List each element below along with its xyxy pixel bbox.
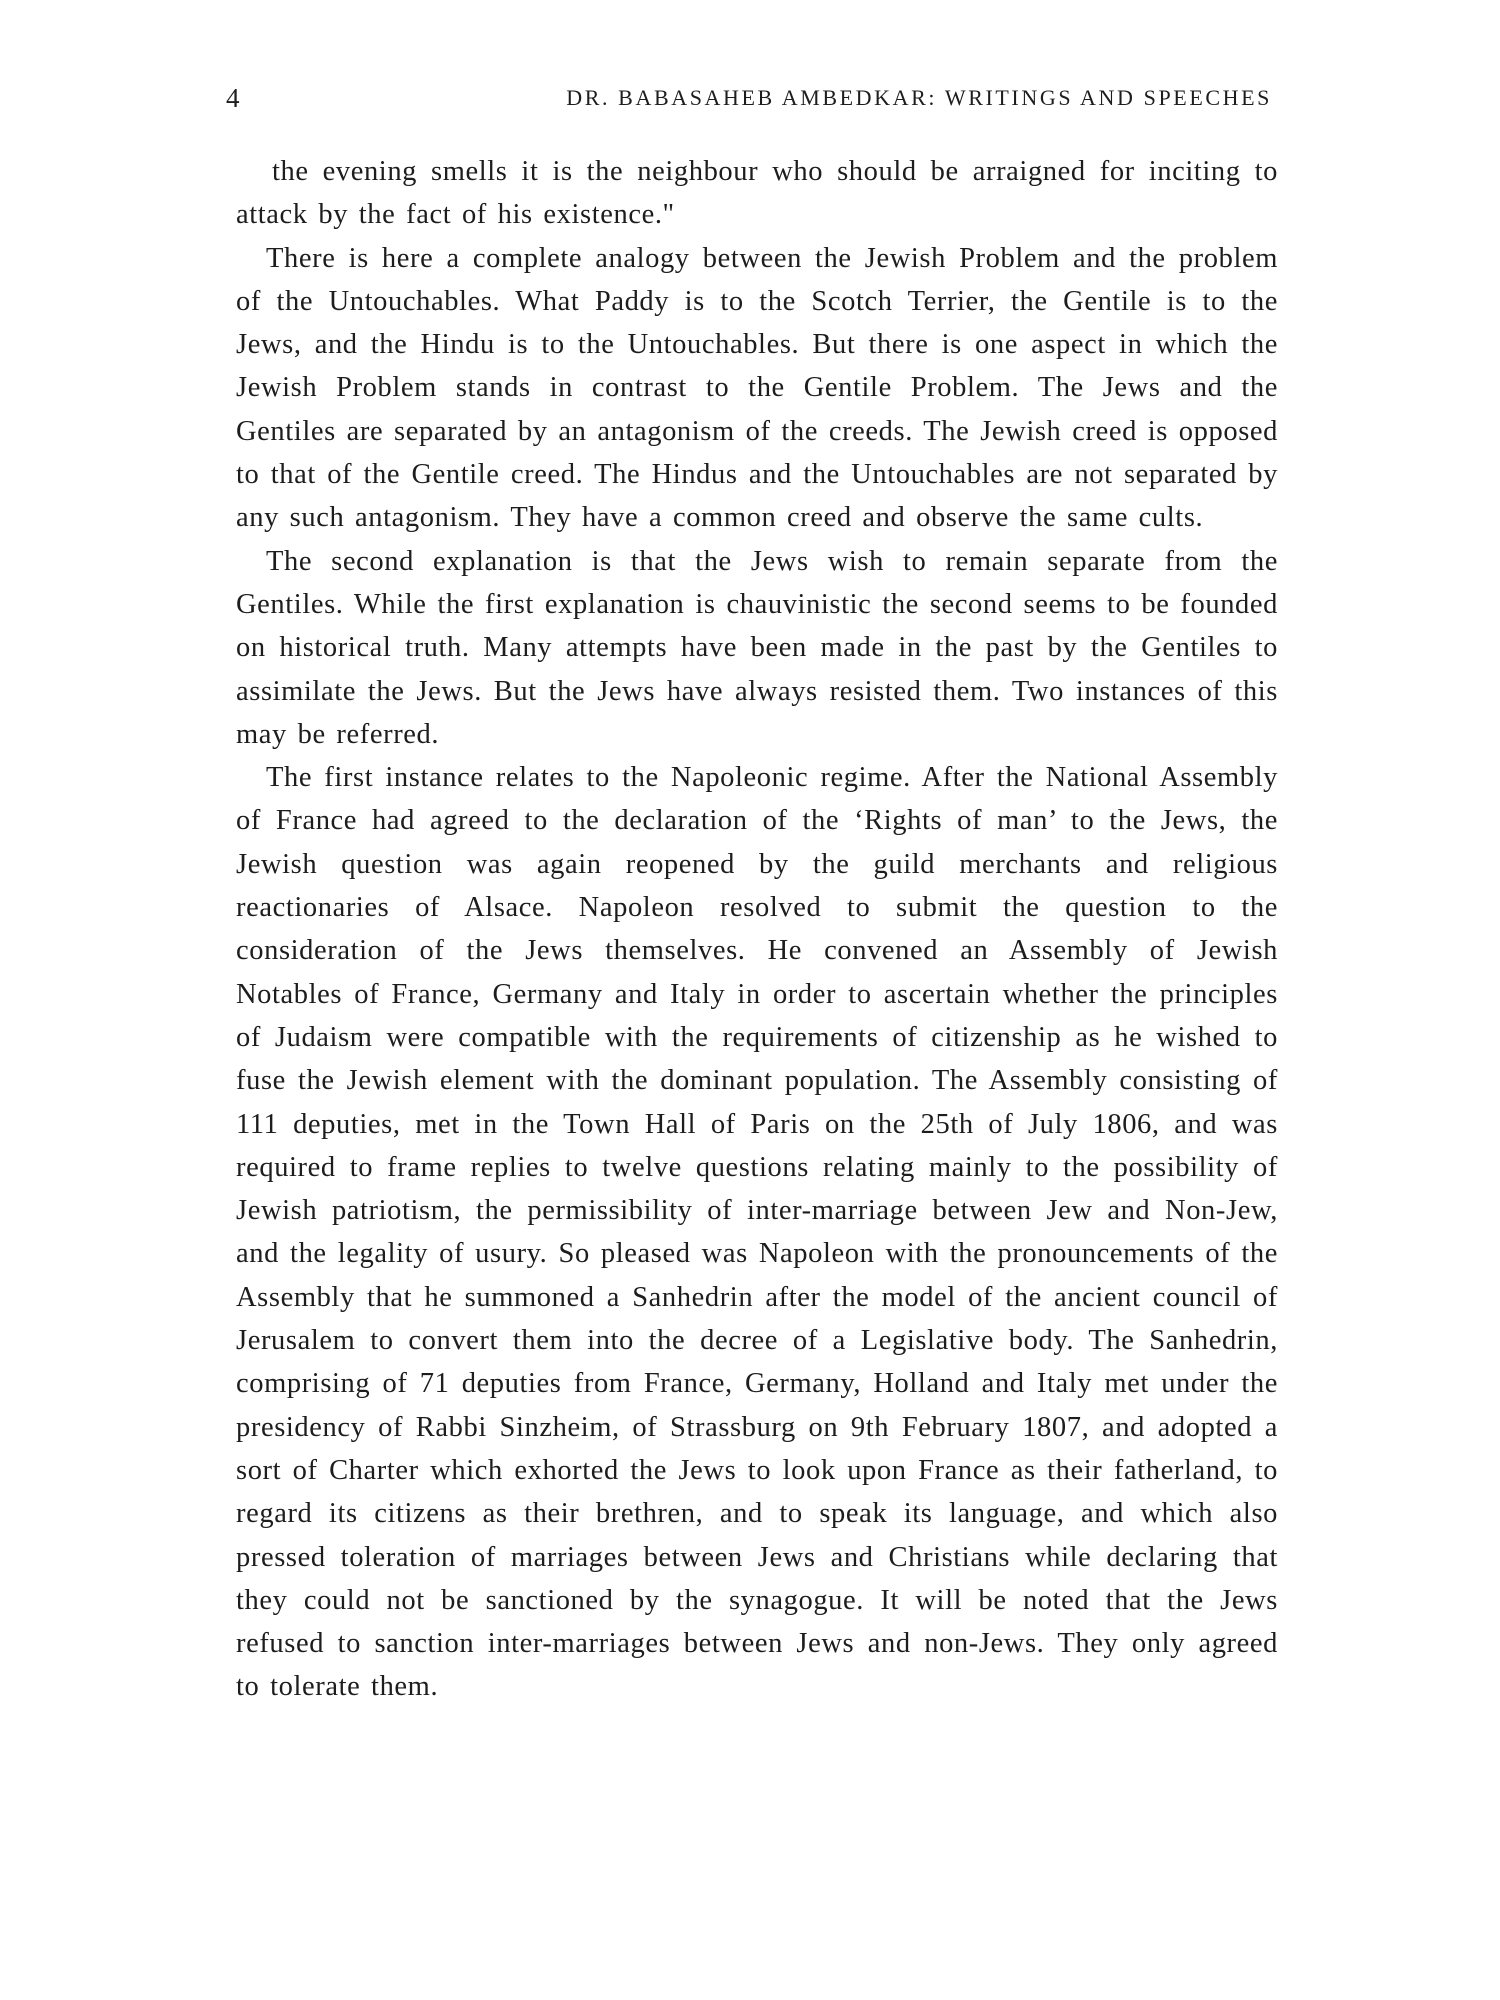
running-head bbox=[226, 78, 1272, 118]
paragraph-second-explanation: The second explanation is that the Jews wish to remain separate from the Gentiles. While the first explanation is chauvinistic the second seems to be founded on historical truth. Many attempts have been made in the past by the Gentiles to assimilate the Jews. But the Jews have always resisted them. Two instances of this may be referred. bbox=[236, 545, 1278, 750]
body-text bbox=[236, 150, 1278, 1709]
paragraph-continuation: the evening smells it is the neighbour who should be arraigned for inciting to attack by the fact of his existence." bbox=[236, 156, 1278, 231]
paragraph-analogy: There is here a complete analogy between the Jewish Problem and the problem of the Untouchables. What Paddy is to the Scotch Terrier, the Gentile is to the Jews, and the Hindu is to the Untouchables. But there is one aspect in which the Jewish Problem stands in contrast to the Gentile Problem. The Jews and the Gentiles are separated by an antagonism of the creeds. The Jewish creed is opposed to that of the Gentile creed. The Hindus and the Untouchables are not separated by any such antagonism. They have a common creed and observe the same cults. bbox=[236, 242, 1278, 534]
running-title: DR. BABASAHEB AMBEDKAR: WRITINGS AND SPEECHES bbox=[566, 85, 1272, 110]
page-number: 4 bbox=[226, 83, 241, 113]
paragraph-napoleonic-regime: The first instance relates to the Napoleonic regime. After the National Assembly of France had agreed to the declaration of the ‘Rights of man’ to the Jews, the Jewish question was again reopened by the guild merchants and religious reactionaries of Alsace. Napoleon resolved to submit the question to the consideration of the Jews themselves. He convened an Assembly of Jewish Notables of France, Germany and Italy in order to ascertain whether the principles of Judaism were compatible with the requirements of citizenship as he wished to fuse the Jewish element with the dominant population. The Assembly consisting of 111 deputies, met in the Town Hall of Paris on the 25th of July 1806, and was required to frame replies to twelve questions relating mainly to the possibility of Jewish patriotism, the permissibility of inter-marriage between Jew and Non-Jew, and the legality of usury. So pleased was Napoleon with the pronouncements of the Assembly that he summoned a Sanhedrin after the model of the ancient council of Jerusalem to convert them into the decree of a Legislative body. The Sanhedrin, comprising of 71 deputies from France, Germany, Holland and Italy met under the presidency of Rabbi Sinzheim, of Strassburg on 9th February 1807, and adopted a sort of Charter which exhorted the Jews to look upon France as their fatherland, to regard its citizens as their brethren, and to speak its language, and which also pressed toleration of marriages between Jews and Christians while declaring that they could not be sanctioned by the synagogue. It will be noted that the Jews refused to sanction inter-marriages between Jews and non-Jews. They only agreed to tolerate them. bbox=[236, 762, 1278, 1703]
